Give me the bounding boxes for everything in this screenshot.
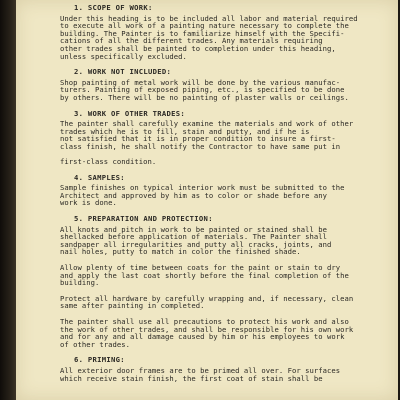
- section-paragraph: All knots and pitch in work to be painted or stained shall be shellacked before application of materials. The Painter shall sandpaper all irregularities and putty all cracks, joints, and nail holes, putty to match in color the finished shade.: [60, 224, 332, 257]
- section-heading: 3. WORK OF OTHER TRADES:: [74, 108, 186, 118]
- section-heading: 4. SAMPLES:: [74, 172, 125, 182]
- document-body: [60, 4, 378, 390]
- section-paragraph: Allow plenty of time between coats for the paint or stain to dry and apply the last coat shortly before the final completion of the building.: [60, 263, 349, 288]
- document-binding-edge: [0, 0, 16, 400]
- section-heading: 6. PRIMING:: [74, 355, 125, 365]
- section-paragraph: Shop painting of metal work will be done by the various manufac- turers. Painting of exposed piping, etc., is specified to be done by others. There will be no painting of plaster walls or ceilings.: [60, 77, 349, 102]
- section-paragraph: Sample finishes on typical interior work must be submitted to the Architect and approved by him as to color or shade before any work is done.: [60, 183, 345, 208]
- section-paragraph: Protect all hardware by carefully wrapping and, if necessary, clean same after painting in completed.: [60, 293, 354, 311]
- section-heading: 5. PREPARATION AND PROTECTION:: [74, 214, 213, 224]
- section-paragraph: The painter shall use all precautions to protect his work and also the work of other trades, and shall be responsible for his own work and for any and all damage caused by him or his employees to work of other trades.: [60, 317, 354, 349]
- section-heading: 2. WORK NOT INCLUDED:: [74, 67, 172, 77]
- section-heading: 1. SCOPE OF WORK:: [74, 3, 153, 12]
- section-paragraph: Under this heading is to be included all labor and material required to execute all work of a painting nature necessary to complete the building. The Painter is to familiarize himself with the Specifi- cations of all the different trades. Any materials requiring other trades shall be painted to completion under this heading, unless specifically excluded.: [60, 13, 358, 61]
- section-paragraph: All exterior door frames are to be primed all over. For surfaces which receive stain finish, the first coat of stain shall be: [60, 365, 341, 383]
- section-paragraph: The painter shall carefully examine the materials and work of other trades which he is to fill, stain and putty, and if he is not satisfied that it is in proper condition to insure a first- class finish, he shall notify the Contractor to have same put in first-class condition.: [60, 119, 354, 167]
- document-page: [16, 0, 398, 400]
